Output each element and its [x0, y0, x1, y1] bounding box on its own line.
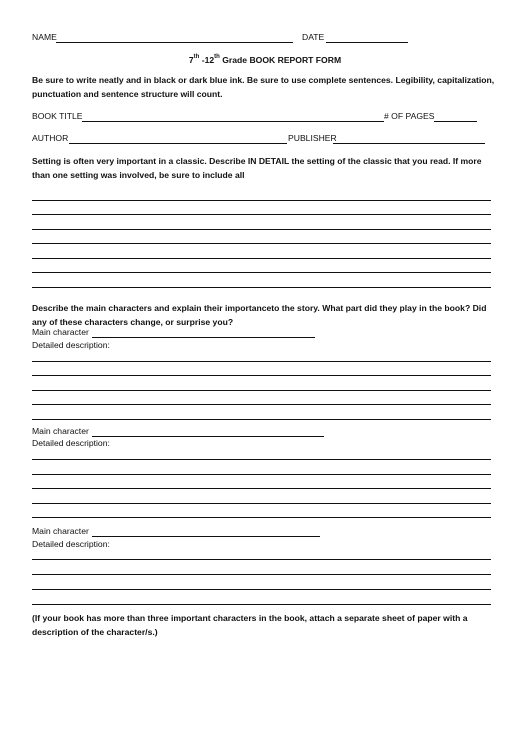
setting-writing-line[interactable] — [32, 229, 491, 230]
description-label: Detailed description: — [32, 340, 110, 350]
setting-prompt: Setting is often very important in a classic. Describe IN DETAIL the setting of the classic that you read. If more than one setting was involved, be sure to include all — [32, 156, 482, 180]
setting-writing-line[interactable] — [32, 287, 491, 288]
grade-from: 7 — [188, 54, 194, 65]
description-writing-line[interactable] — [32, 375, 491, 376]
description-writing-line[interactable] — [32, 390, 491, 391]
setting-writing-line[interactable] — [32, 214, 491, 215]
main-character-field[interactable] — [92, 337, 315, 338]
main-character-field[interactable] — [92, 536, 320, 537]
publisher-label: PUBLISHER — [288, 133, 337, 143]
description-label: Detailed description: — [32, 539, 110, 549]
main-character-label: Main character — [32, 526, 89, 536]
pages-label: # OF PAGES — [384, 111, 435, 121]
grade-separator: -12 — [199, 54, 215, 65]
description-writing-line[interactable] — [32, 559, 491, 560]
description-writing-line[interactable] — [32, 404, 491, 405]
description-writing-line[interactable] — [32, 459, 491, 460]
setting-writing-line[interactable] — [32, 243, 491, 244]
description-writing-line[interactable] — [32, 474, 491, 475]
characters-prompt: Describe the main characters and explain their importanceto the story. What part did they play in the book? Did any of these characters change, or surprise you? — [32, 303, 487, 327]
setting-writing-line[interactable] — [32, 258, 491, 259]
description-writing-line[interactable] — [32, 419, 491, 420]
description-writing-line[interactable] — [32, 589, 491, 590]
author-label: AUTHOR — [32, 133, 69, 143]
setting-writing-line[interactable] — [32, 272, 491, 273]
date-field[interactable] — [326, 42, 408, 43]
description-writing-line[interactable] — [32, 503, 491, 504]
author-field[interactable] — [69, 143, 287, 144]
setting-writing-line[interactable] — [32, 200, 491, 201]
publisher-field[interactable] — [333, 143, 485, 144]
description-writing-line[interactable] — [32, 488, 491, 489]
description-writing-line[interactable] — [32, 361, 491, 362]
instructions: Be sure to write neatly and in black or dark blue ink. Be sure to use complete sentences. Legibility, capitalization, punctuation and sentence structure will count. — [32, 75, 495, 99]
book-title-field[interactable] — [82, 121, 384, 122]
footer-note: (If your book has more than three important characters in the book, attach a separate sheet of paper with a description of the character/s.) — [32, 613, 468, 637]
grade-from-suffix: th — [193, 54, 200, 60]
description-label: Detailed description: — [32, 438, 110, 448]
description-writing-line[interactable] — [32, 574, 491, 575]
title-text: Grade BOOK REPORT FORM — [219, 54, 342, 65]
name-label: NAME — [32, 32, 57, 42]
book-title-label: BOOK TITLE — [32, 111, 83, 121]
name-field[interactable] — [56, 42, 293, 43]
main-character-label: Main character — [32, 327, 89, 337]
main-character-label: Main character — [32, 426, 89, 436]
page-title — [0, 55, 530, 64]
grade-to-suffix: th — [214, 54, 220, 60]
pages-field[interactable] — [434, 121, 477, 122]
main-character-field[interactable] — [92, 436, 324, 437]
description-writing-line[interactable] — [32, 604, 491, 605]
description-writing-line[interactable] — [32, 517, 491, 518]
date-label: DATE — [302, 32, 325, 42]
